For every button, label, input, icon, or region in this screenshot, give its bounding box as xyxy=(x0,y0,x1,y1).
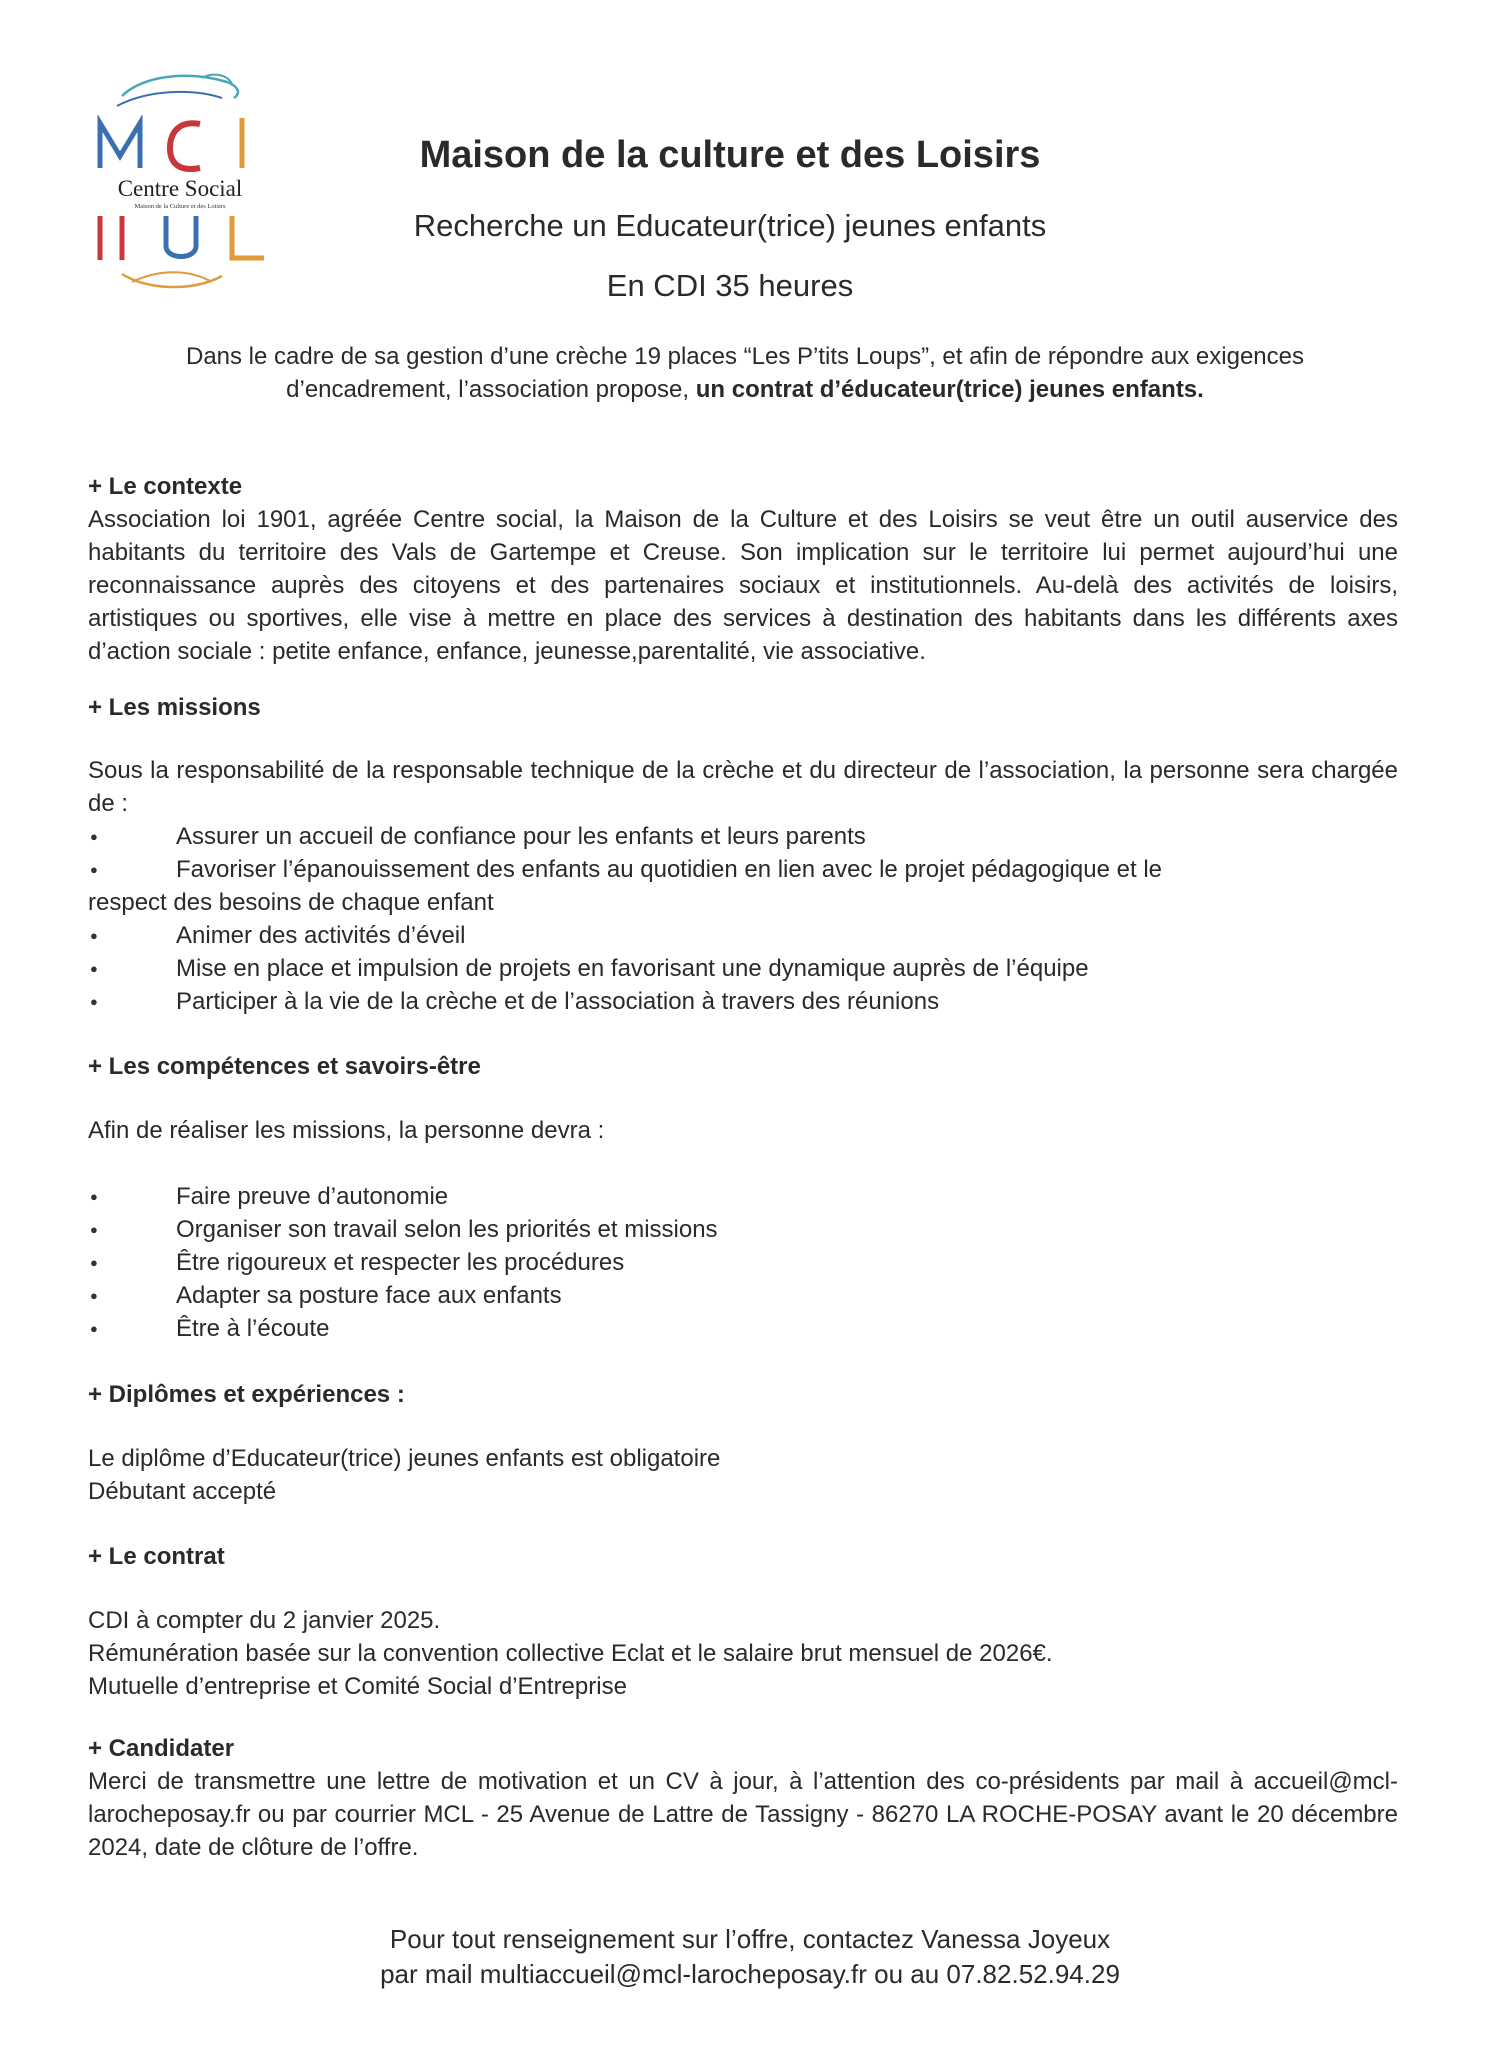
competences-intro-block xyxy=(88,1114,1398,1147)
list-item: ● Organiser son travail selon les priorités et missions xyxy=(88,1213,1398,1246)
contrat-line-2: Rémunération basée sur la convention collective Eclat et le salaire brut mensuel de 2026€. xyxy=(88,1640,1053,1667)
list-item: ● Animer des activités d’éveil xyxy=(88,919,1398,952)
contrat-heading: + Le contrat xyxy=(88,1543,225,1570)
list-item: ● Participer à la vie de la crèche et de l’association à travers des réunions xyxy=(88,985,1398,1018)
mcl-logo xyxy=(92,68,264,298)
list-item: ● Adapter sa posture face aux enfants xyxy=(88,1279,1398,1312)
competences-list-block xyxy=(88,1180,1398,1345)
missions-list-cont xyxy=(88,919,1398,1018)
missions-intro: Sous la responsabilité de la responsable technique de la crèche et du directeur de l’association, la personne sera chargée de : xyxy=(88,757,1398,817)
contract-type: En CDI 35 heures xyxy=(606,268,854,303)
section-candidater xyxy=(88,1732,1398,1864)
intro-line-2 xyxy=(90,373,1400,406)
missions-heading: + Les missions xyxy=(88,694,261,721)
candidater-text: Merci de transmettre une lettre de motivation et un CV à jour, à l’attention des co-présidents par mail à accueil@mcl-larocheposay.fr ou par courrier MCL - 25 Avenue de Lattre de Tassigny - 86270 LA ROCHE-POSAY avant le 20 décembre 2024, date de clôture de l’offre. xyxy=(88,1768,1398,1861)
missions-content xyxy=(88,754,1398,1018)
intro-line-2-plain: d’encadrement, l’association propose, xyxy=(286,376,696,403)
page-subtitle: Recherche un Educateur(trice) jeunes enfants xyxy=(413,208,1047,243)
list-item-continuation: respect des besoins de chaque enfant xyxy=(88,889,494,916)
contact-footer xyxy=(200,1922,1300,1992)
list-item: ● Être rigoureux et respecter les procédures xyxy=(88,1246,1398,1279)
section-contexte xyxy=(88,470,1398,668)
diplomes-line-1: Le diplôme d’Educateur(trice) jeunes enfants est obligatoire xyxy=(88,1445,721,1472)
footer-line-1: Pour tout renseignement sur l’offre, contactez Vanessa Joyeux xyxy=(389,1924,1111,1954)
contexte-text: Association loi 1901, agréée Centre social, la Maison de la Culture et des Loisirs se veut être un outil auservice des habitants du territoire des Vals de Gartempe et Creuse. Son implication sur le territoire lui permet aujourd’hui une reconnaissance auprès des citoyens et des partenaires sociaux et institutionnels. Au-delà des activités de loisirs, artistiques ou sportives, elle vise à mettre en place des services à destination des habitants dans les différents axes d’action sociale : petite enfance, enfance, jeunesse,parentalité, vie associative. xyxy=(88,506,1398,665)
intro-paragraph xyxy=(90,340,1400,406)
list-item xyxy=(88,853,1398,919)
logo-caption: Centre Social xyxy=(117,176,243,201)
diplomes-heading: + Diplômes et expériences : xyxy=(88,1381,405,1408)
list-item: ● Assurer un accueil de confiance pour les enfants et leurs parents xyxy=(88,820,1398,853)
intro-line-1: Dans le cadre de sa gestion d’une crèche 19 places “Les P’tits Loups”, et afin de répondre aux exigences xyxy=(185,343,1304,370)
logo-subcaption: Maison de la Culture et des Loisirs xyxy=(134,203,226,210)
diplomes-content xyxy=(88,1442,1398,1508)
competences-list xyxy=(88,1180,1398,1345)
competences-intro: Afin de réaliser les missions, la personne devra : xyxy=(88,1117,605,1144)
section-missions xyxy=(88,691,1398,724)
section-contrat xyxy=(88,1540,1398,1573)
intro-line-2-bold: un contrat d’éducateur(trice) jeunes enfants. xyxy=(695,376,1204,403)
candidater-heading: + Candidater xyxy=(88,1735,235,1762)
contrat-line-1: CDI à compter du 2 janvier 2025. xyxy=(88,1607,441,1634)
competences-heading: + Les compétences et savoirs-être xyxy=(88,1053,481,1080)
contrat-line-3: Mutuelle d’entreprise et Comité Social d’Entreprise xyxy=(88,1673,627,1700)
footer-line-2: par mail multiaccueil@mcl-larocheposay.fr ou au 07.82.52.94.29 xyxy=(380,1959,1120,1989)
list-item: ● Être à l’écoute xyxy=(88,1312,1398,1345)
list-item: ● Mise en place et impulsion de projets en favorisant une dynamique auprès de l’équipe xyxy=(88,952,1398,985)
missions-list xyxy=(88,820,1398,853)
section-diplomes xyxy=(88,1378,1398,1411)
contrat-content xyxy=(88,1604,1398,1703)
list-item-first-line: ● Favoriser l’épanouissement des enfants au quotidien en lien avec le projet pédagogique et le xyxy=(88,853,1398,886)
page-title: Maison de la culture et des Loisirs xyxy=(419,134,1041,176)
section-competences xyxy=(88,1050,1398,1083)
list-item: ● Faire preuve d’autonomie xyxy=(88,1180,1398,1213)
diplomes-line-2: Débutant accepté xyxy=(88,1478,277,1505)
contexte-heading: + Le contexte xyxy=(88,473,243,500)
